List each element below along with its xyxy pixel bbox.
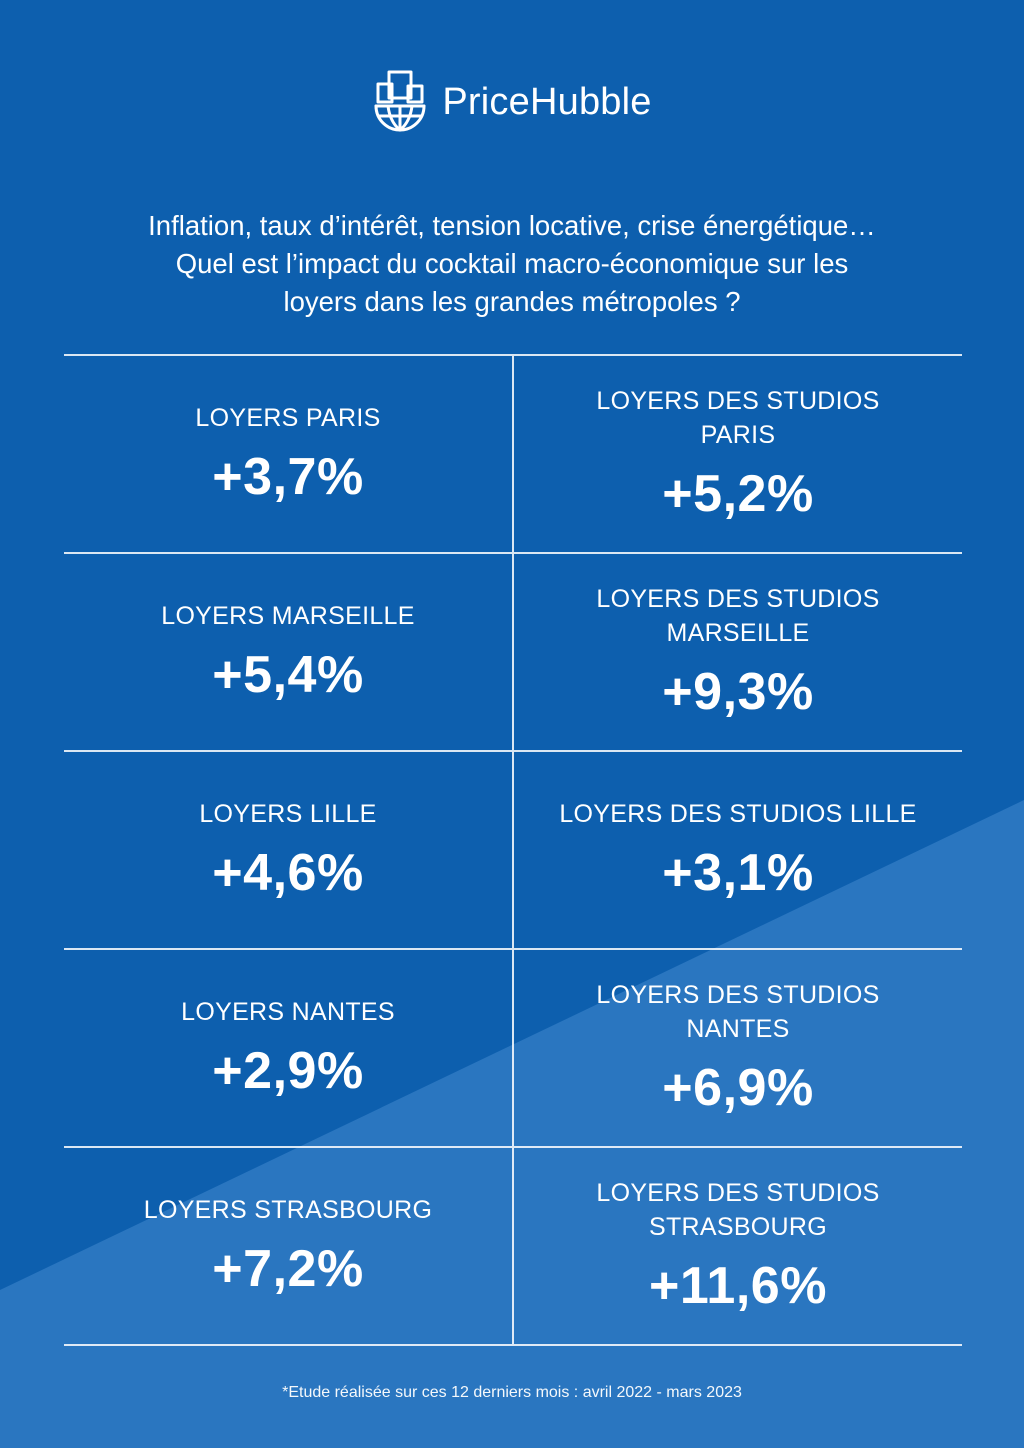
stat-label: LOYERS DES STUDIOS LILLE (559, 800, 917, 828)
stat-label: LOYERS MARSEILLE (161, 602, 415, 630)
stat-label: LOYERS LILLE (199, 800, 377, 828)
headline-line-2: Quel est l’impact du cocktail macro-économique sur les (175, 248, 849, 279)
stats-row-marseille (64, 554, 962, 752)
stat-value: +7,2% (212, 1240, 364, 1298)
stat-value: +6,9% (662, 1059, 814, 1117)
headline (60, 207, 964, 321)
stat-value: +3,7% (212, 448, 364, 506)
stats-row-strasbourg (64, 1148, 962, 1346)
stat-value: +9,3% (662, 663, 814, 721)
stat-label: LOYERS DES STUDIOS STRASBOURG (596, 1179, 880, 1241)
stats-row-paris (64, 356, 962, 554)
stats-row-nantes (64, 950, 962, 1148)
stat-value: +5,4% (212, 646, 364, 704)
stat-cell-marseille (64, 554, 512, 750)
stat-label: LOYERS DES STUDIOS NANTES (596, 981, 880, 1043)
building-globe-logo-icon (372, 68, 428, 136)
stat-value: +4,6% (212, 844, 364, 902)
stat-value: +2,9% (212, 1042, 364, 1100)
stat-value: +11,6% (649, 1257, 827, 1315)
stat-label: LOYERS PARIS (195, 404, 381, 432)
stat-cell-studios-paris (512, 356, 962, 552)
headline-line-1: Inflation, taux d’intérêt, tension locative, crise énergétique… (148, 210, 876, 241)
stat-cell-strasbourg (64, 1148, 512, 1344)
stats-row-lille (64, 752, 962, 950)
stat-label: LOYERS DES STUDIOS MARSEILLE (596, 585, 880, 647)
stat-cell-studios-nantes (512, 950, 962, 1146)
stat-cell-studios-strasbourg (512, 1148, 962, 1344)
stat-cell-studios-lille (512, 752, 962, 948)
stat-cell-studios-marseille (512, 554, 962, 750)
stat-label: LOYERS STRASBOURG (143, 1196, 433, 1224)
stat-cell-nantes (64, 950, 512, 1146)
stat-value: +3,1% (662, 844, 814, 902)
brand-logo (0, 68, 1024, 136)
headline-line-3: loyers dans les grandes métropoles ? (283, 286, 741, 317)
stat-label: LOYERS NANTES (181, 998, 395, 1026)
rent-stats-grid (64, 354, 962, 1346)
study-footnote: *Etude réalisée sur ces 12 derniers mois : avril 2022 - mars 2023 (282, 1384, 742, 1401)
stat-value: +5,2% (662, 465, 814, 523)
brand-name: PriceHubble (442, 80, 652, 123)
stat-cell-lille (64, 752, 512, 948)
stat-label: LOYERS DES STUDIOS PARIS (596, 387, 880, 449)
stat-cell-paris (64, 356, 512, 552)
